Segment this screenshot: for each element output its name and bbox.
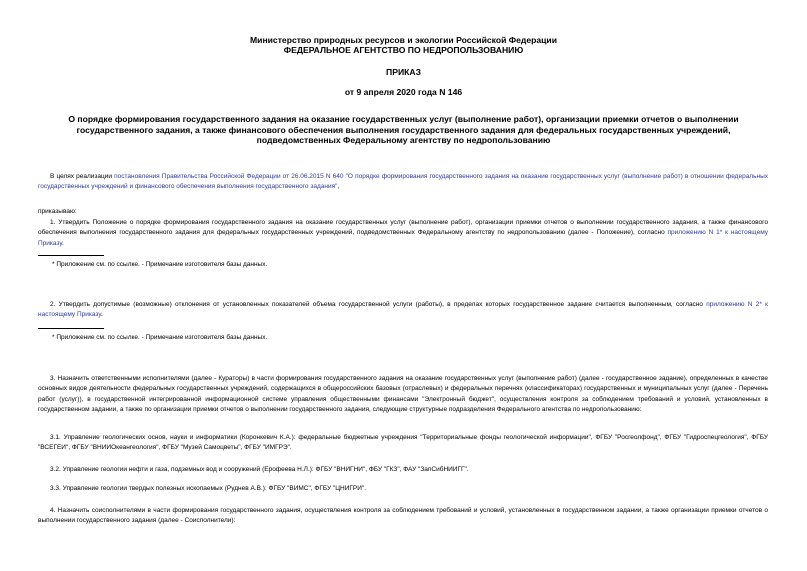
ministry-name: Министерство природных ресурсов и экологии Российской Федерации	[250, 35, 557, 45]
appendix-2-link[interactable]: приложению N 2* к настоящему Приказу	[38, 301, 768, 319]
intro-paragraph	[38, 172, 768, 193]
item-1-text: 1. Утвердить Положение о порядке формирования государственного задания на оказание государственных услуг (выполнение работ), организации приемки отчетов о выполнении государственного задания, а также финансового обеспечения выполнения государственного задания для федеральных государственных учреждений, подведомственных Федеральному агентству по недропользованию (далее - Положение), согласно	[38, 219, 768, 237]
item-3-1-paragraph: 3.1. Управление геологических основ, науки и информатики (Коронкевич К.А.): федеральные бюджетные учреждения "Территориальные фонды геологической информации", ФГБУ "Росгеолфонд", ФГБУ "Гидроспецгеология", ФГБУ "ВСЕГЕИ", ФГБУ "ВНИИОкеангеология", ФГБУ "Музей Самоцветы", ФГБУ "ИМГРЭ".	[38, 434, 768, 452]
appendix-1-link[interactable]: приложению N 1* к настоящему Приказу	[38, 229, 768, 247]
title-line: государственного задания, а также финансового обеспечения выполнения государственного задания для федеральных государственных учреждений,	[76, 124, 731, 135]
agency-name: ФЕДЕРАЛЬНОЕ АГЕНТСТВО ПО НЕДРОПОЛЬЗОВАНИЮ	[283, 45, 524, 55]
resolution-link[interactable]: постановления Правительства Российской Федерации от 26.06.2015 N 640 "О порядке формирования государственного задания на оказание государственных услуг (выполнение работ) в отношении федеральных государственных учреждений и финансового обеспечения выполнения государственного задания"	[38, 173, 769, 191]
title-line: подведомственных Федеральному агентству по недропользованию	[256, 135, 551, 146]
item-4-paragraph: 4. Назначить соисполнителями в части формирования государственного задания, осуществления контроля за соблюдением требований и условий, установленных в государственном задании, а также организации приемки отчетов о выполнении государственного задания (далее - Соисполнители):	[38, 507, 768, 525]
item-1-end: .	[61, 239, 64, 247]
footnote-2: * Приложение см. по ссылке. - Примечание изготовителя базы данных.	[52, 334, 268, 341]
intro-end: ,	[337, 183, 340, 191]
document-date-number: от 9 апреля 2020 года N 146	[344, 87, 463, 97]
document-type: ПРИКАЗ	[386, 67, 421, 77]
orders-paragraph: приказываю:	[38, 208, 77, 215]
item-2-end: .	[100, 311, 103, 319]
intro-text: В целях реализации	[50, 173, 115, 180]
title-line: О порядке формирования государственного задания на оказание государственных услуг (выполнение работ), организации приемки отчетов о выполнении	[68, 114, 739, 124]
item-3-2-paragraph: 3.2. Управление геологии нефти и газа, подземных вод и сооружений (Ерофеева Н.Л.): ФГБУ "ВНИГНИ", ФБУ "ГКЗ", ФАУ "ЗапСибНИИГГ".	[50, 466, 469, 473]
item-1-paragraph	[38, 218, 768, 249]
document-title	[40, 114, 767, 146]
item-3-3-paragraph: 3.3. Управление геологии твердых полезных ископаемых (Руднев А.В.): ФГБУ "ВИМС", ФГБУ "ЦНИГРИ".	[50, 485, 367, 492]
item-2-text: 2. Утвердить допустимые (возможные) отклонения от установленных показателей объема государственной услуги (работы), в пределах которых государственное задание считается выполненным, согласно	[50, 301, 707, 308]
footnote-divider	[38, 255, 104, 256]
item-3-paragraph: 3. Назначить ответственными исполнителями (далее - Кураторы) в части формирования государственного задания на оказание государственных услуг (выполнение работ) (далее - государственное задание), определенных в качестве основных видов деятельности федеральных государственных учреждений, содержащихся в общероссийских базовых (отраслевых) и федеральных перечнях (классификаторах) государственных и муниципальных услуг (далее - Перечень работ (услуг)), в государственной интегрированной информационной системе управления общественными финансами "Электронный бюджет", осуществления контроля за соблюдением требований и условий, установленных в государственном задании, а также по организации приемки отчетов о выполнении государственного задания, следующие структурные подразделения Федерального агентства по недропользованию:	[38, 375, 768, 413]
footnote-divider	[38, 328, 104, 329]
item-2-paragraph	[38, 300, 768, 321]
footnote-1: * Приложение см. по ссылке. - Примечание изготовителя базы данных.	[52, 261, 268, 268]
